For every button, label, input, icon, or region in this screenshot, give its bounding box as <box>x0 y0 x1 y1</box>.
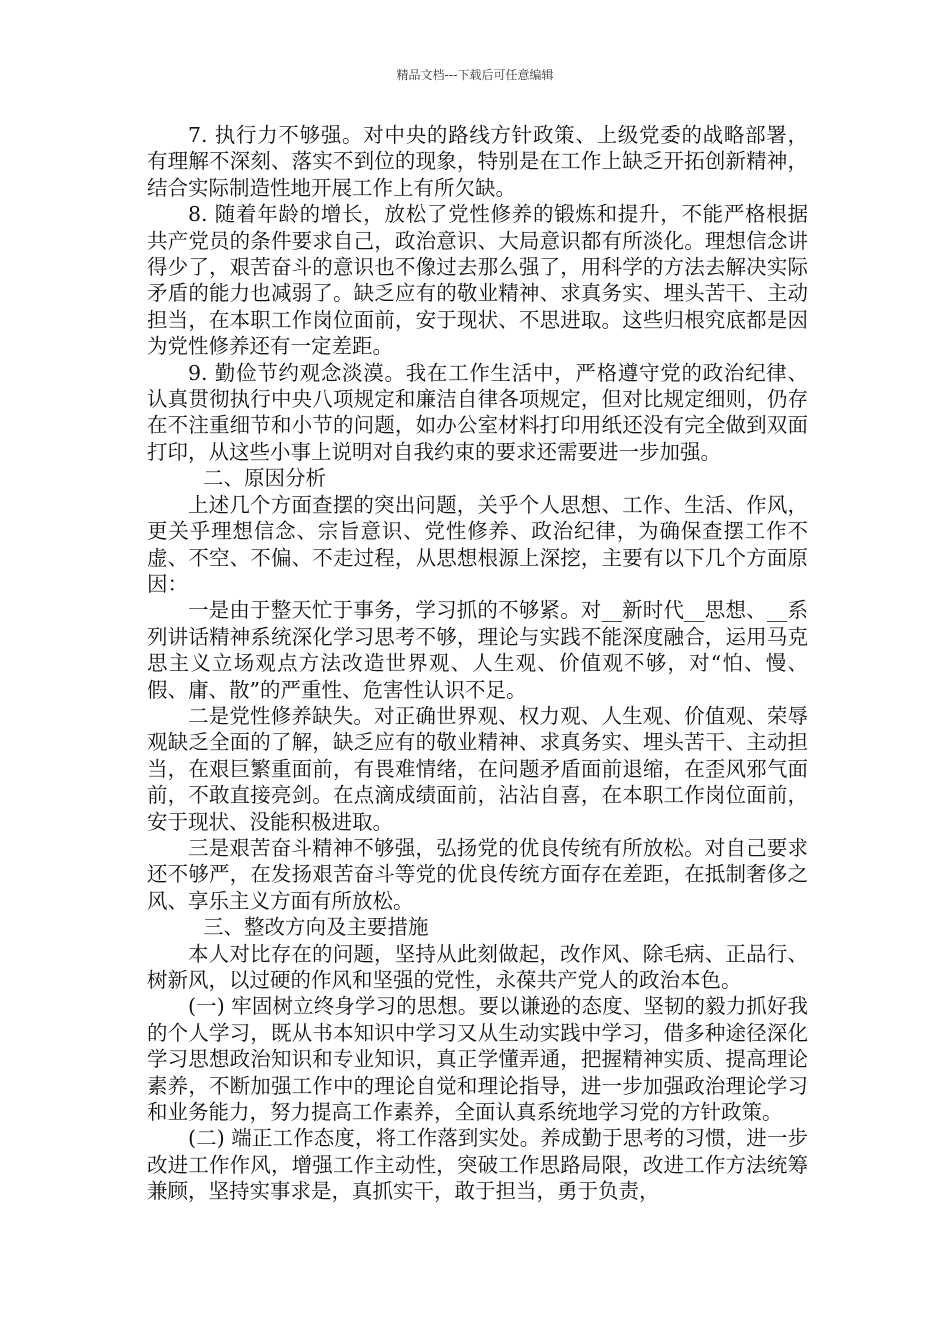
paragraph-item-9: 9. 勤俭节约观念淡漠。我在工作生活中，严格遵守党的政治纪律、认真贯彻执行中央八项规定和廉洁自律各项规定，但对比规定细则，仍存在不注重细节和小节的问题，如办公室材料打印用纸还没有完全做到双面打印，从这些小事上说明对自我约束的要求还需要进一步加强。 <box>147 360 808 464</box>
paragraph-cause-2: 二是党性修养缺失。对正确世界观、权力观、人生观、价值观、荣辱观缺乏全面的了解，缺乏应有的敬业精神、求真务实、埋头苦干、主动担当，在艰巨繁重面前，有畏难情绪，在问题矛盾面前退缩，在歪风邪气面前，不敢直接亮剑。在点滴成绩面前，沾沾自喜，在本职工作岗位面前，安于现状、没能积极进取。 <box>147 703 808 834</box>
paragraph-item-7: 7. 执行力不够强。对中央的路线方针政策、上级党委的战略部署，有理解不深刻、落实不到位的现象，特别是在工作上缺乏开拓创新精神，结合实际制造性地开展工作上有所欠缺。 <box>147 123 808 200</box>
paragraph-rectification-intro: 本人对比存在的问题，坚持从此刻做起，改作风、除毛病、正品行、树新风，以过硬的作风和坚强的党性，永葆共产党人的政治本色。 <box>147 941 808 992</box>
document-body <box>147 122 808 1205</box>
paragraph-cause-3: 三是艰苦奋斗精神不够强，弘扬党的优良传统有所放松。对自己要求还不够严，在发扬艰苦奋斗等党的优良传统方面存在差距，在抵制奢侈之风、享乐主义方面有所放松。 <box>147 835 808 913</box>
paragraph-cause-intro: 上述几个方面查摆的突出问题，关乎个人思想、工作、生活、作风，更关乎理想信念、宗旨意识、党性修养、政治纪律，为确保查摆工作不虚、不空、不偏、不走过程，从思想根源上深挖，主要有以下几个方面原因： <box>147 492 808 596</box>
page-header: 精品文档---下载后可任意编辑 <box>396 68 554 82</box>
paragraph-measure-1: (一) 牢固树立终身学习的思想。要以谦逊的态度、坚韧的毅力抓好我的个人学习，既从书本知识中学习又从生动实践中学习，借多种途径深化学习思想政治知识和专业知识，真正学懂弄通，把握精神实质、提高理论素养，不断加强工作中的理论自觉和理论指导，进一步加强政治理论学习和业务能力，努力提高工作素养，全面认真系统地学习党的方针政策。 <box>147 994 808 1125</box>
paragraph-measure-2: (二) 端正工作态度，将工作落到实处。养成勤于思考的习惯，进一步改进工作作风，增强工作主动性，突破工作思路局限，改进工作方法统筹兼顾，坚持实事求是，真抓实干，敢于担当，勇于负责， <box>147 1126 808 1204</box>
section-heading-cause-analysis: 二、原因分析 <box>203 466 326 491</box>
paragraph-cause-1: 一是由于整天忙于事务，学习抓的不够紧。对__新时代__思想、__系列讲话精神系统深化学习思考不够，理论与实践不能深度融合，运用马克思主义立场观点方法改造世界观、人生观、价值观不够，对“怕、慢、假、庸、散”的严重性、危害性认识不足。 <box>147 598 808 702</box>
section-heading-rectification: 三、整改方向及主要措施 <box>203 915 429 940</box>
paragraph-item-8: 8. 随着年龄的增长，放松了党性修养的锻炼和提升，不能严格根据共产党员的条件要求自己，政治意识、大局意识都有所淡化。理想信念讲得少了，艰苦奋斗的意识也不像过去那么强了，用科学的方法去解决实际矛盾的能力也减弱了。缺乏应有的敬业精神、求真务实、埋头苦干、主动担当，在本职工作岗位面前，安于现状、不思进取。这些归根究底都是因为党性修养还有一定差距。 <box>147 202 808 359</box>
